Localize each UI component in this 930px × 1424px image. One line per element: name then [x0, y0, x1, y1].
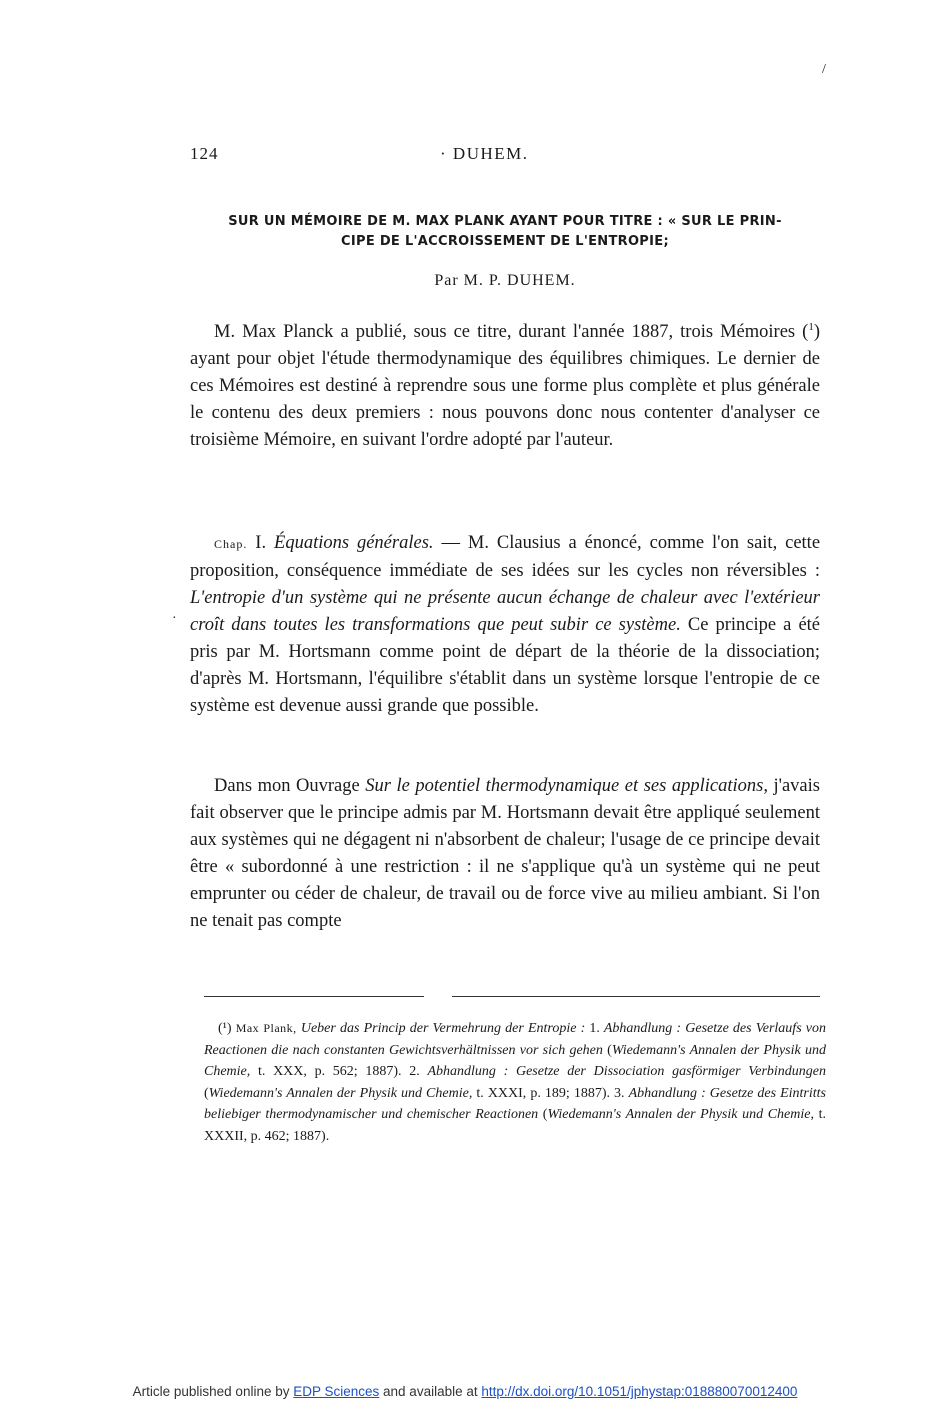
p2-italic-statement: L'entropie d'un système qui ne présente aucun échange de chaleur avec l'extérieur croît dans toutes les transformations que peut subir ce système.	[190, 588, 820, 635]
footnote-separator-right	[452, 996, 820, 997]
footnote-sep-3: (	[538, 1107, 548, 1122]
p3-text-b: j'avais fait observer que le principe admis par M. Hortsmann devait être appliqué seulement aux systèmes qui ne dégagent ni n'absorbent de chaleur; l'usage de ce principe devait être « subordonné à une restriction : il ne s'applique qu'à un système qui ne peut emprunter ou céder de chaleur, de travail ou de force vive au milieu ambiant. Si l'on ne tenait pas compte	[190, 776, 820, 931]
p1-text-a: M. Max Planck a publié, sous ce titre, durant l'année 1887, trois Mémoires (	[214, 322, 809, 343]
footnote	[204, 1018, 826, 1147]
footnote-ref[interactable]: 1	[808, 321, 814, 333]
footnote-author: Max Plank,	[235, 1021, 297, 1035]
paragraph-3	[190, 773, 820, 935]
footnote-separator-left	[204, 996, 424, 997]
chapter-label: Chap.	[214, 537, 248, 551]
footer-text-1: Article published online by	[132, 1384, 294, 1399]
footnote-marker: (¹)	[218, 1021, 232, 1036]
footnote-sep-1: (	[602, 1042, 612, 1058]
running-head: · DUHEM.	[440, 144, 529, 163]
footnote-journal-1: Wiedemann's Annalen der Physik und Chemie,	[204, 1042, 826, 1079]
byline-author: M. P. DUHEM.	[463, 272, 576, 289]
title-line-1: SUR UN MÉMOIRE DE M. MAX PLANK AYANT POUR TITRE : « SUR LE PRIN-	[228, 214, 782, 229]
stray-mark: /	[822, 62, 826, 77]
p3-work-title: Sur le potentiel thermodynamique et ses applications,	[365, 776, 768, 796]
margin-mark: ·	[172, 611, 177, 626]
footnote-sep-2: (	[204, 1085, 209, 1101]
chapter-number: I.	[255, 533, 267, 553]
footnote-journal-2: Wiedemann's Annalen der Physik und Chemie,	[208, 1085, 473, 1101]
page-number: 124	[190, 144, 219, 163]
footnote-n1: 1.	[589, 1021, 600, 1036]
title-line-2: CIPE DE L'ACCROISSEMENT DE L'ENTROPIE;	[341, 234, 669, 249]
edp-sciences-link[interactable]: EDP Sciences	[293, 1384, 380, 1399]
chapter-heading: Équations générales.	[274, 533, 434, 553]
byline-prefix: Par	[434, 272, 459, 289]
article-title	[190, 212, 820, 252]
publisher-footer	[0, 1384, 930, 1399]
paragraph-2	[190, 530, 820, 720]
footer-text-2: and available at	[379, 1384, 482, 1399]
footnote-ref-3: t. XXXII, p. 462; 1887).	[204, 1107, 826, 1144]
paragraph-1	[190, 314, 820, 454]
footnote-part-1: Abhandlung : Gesetze des Verlaufs von Reactionen die nach constanten Gewichtsverhältnissen vor sich gehen	[204, 1021, 827, 1058]
p3-text-a: Dans mon Ouvrage	[214, 776, 366, 796]
footnote-title: Ueber das Princip der Vermehrung der Entropie :	[296, 1021, 590, 1036]
footnote-part-2: Abhandlung : Gesetze der Dissociation gasförmiger Verbindungen	[427, 1064, 826, 1079]
p2-text-b: Ce principe a été pris par M. Hortsmann comme point de départ de la théorie de la dissociation; d'après M. Hortsmann, l'équilibre s'établit dans un système lorsque l'entropie de ce système est devenue aussi grande que possible.	[190, 615, 821, 716]
footnote-part-3: Abhandlung : Gesetze des Eintritts beliebiger thermodynamischer und chemischer Reactionen	[204, 1085, 827, 1122]
byline	[190, 272, 820, 290]
footnote-ref-1: t. XXX, p. 562; 1887). 2.	[250, 1064, 428, 1079]
doi-link[interactable]: http://dx.doi.org/10.1051/jphystap:018880070012400	[481, 1384, 798, 1399]
p1-text-b: ) ayant pour objet l'étude thermodynamique des équilibres chimiques. Le dernier de ces Mémoires est destiné à reprendre sous une forme plus complète et plus générale le contenu des deux premiers : nous pouvons donc nous contenter d'analyser ce troisième Mémoire, en suivant l'ordre adopté par l'auteur.	[190, 322, 820, 451]
p2-text-a: — M. Clausius a énoncé, comme l'on sait, cette proposition, conséquence immédiate de ses idées sur les cycles non réversibles :	[190, 533, 821, 581]
footnote-ref-2: t. XXXI, p. 189; 1887). 3.	[472, 1085, 629, 1101]
footnote-journal-3: Wiedemann's Annalen der Physik und Chemie,	[547, 1107, 814, 1122]
